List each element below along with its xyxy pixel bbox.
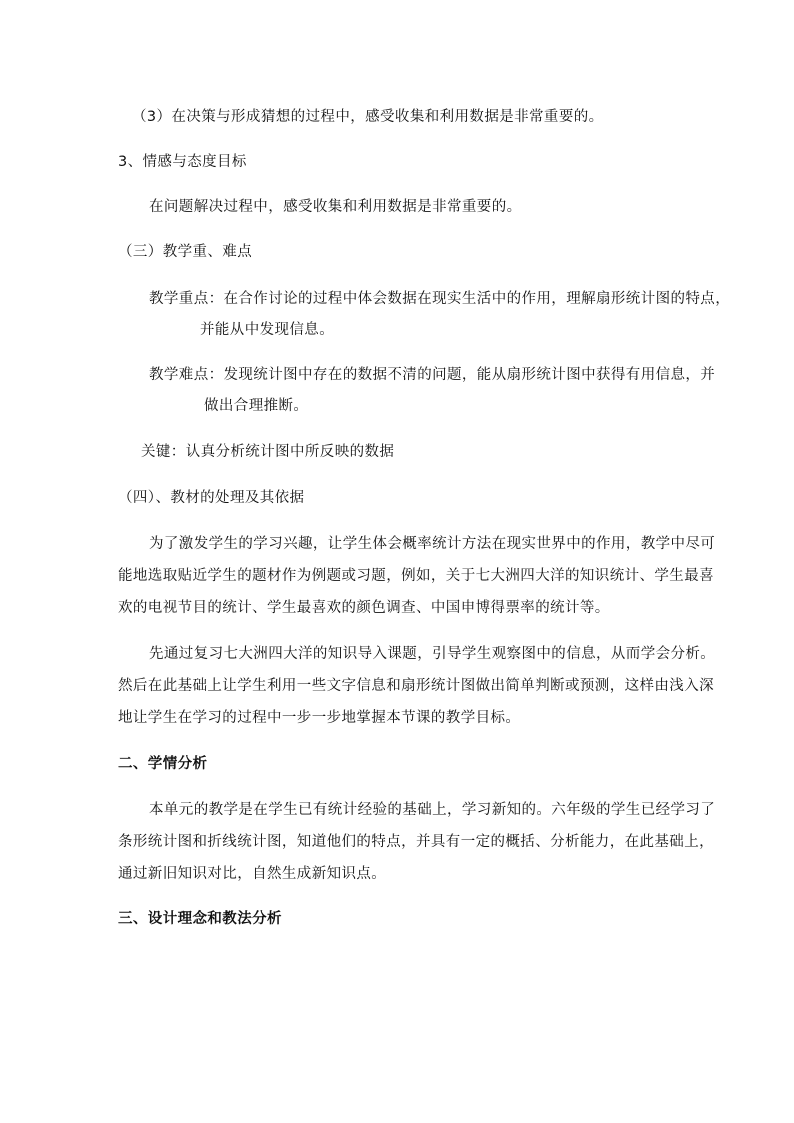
key-note: 关键：认真分析统计图中所反映的数据 bbox=[141, 444, 395, 460]
section-heading-key-difficult: （三）教学重、难点 bbox=[118, 244, 253, 260]
learner-analysis-line2: 条形统计图和折线统计图，知道他们的特点，并具有一定的概括、分析能力，在此基础上， bbox=[118, 834, 714, 850]
learner-analysis-line1: 本单元的教学是在学生已有统计经验的基础上，学习新知的。六年级的学生已经学习了 bbox=[149, 802, 716, 818]
materials-para2-line2: 然后在此基础上让学生利用一些文字信息和扇形统计图做出简单判断或预测，这样由浅入深 bbox=[118, 678, 714, 694]
emotion-attitude-text: 在问题解决过程中，感受收集和利用数据是非常重要的。 bbox=[149, 199, 522, 215]
teaching-difficult-point: 教学难点：发现统计图中存在的数据不清的问题，能从扇形统计图中获得有用信息，并 bbox=[149, 367, 716, 383]
materials-para2-line1: 先通过复习七大洲四大洋的知识导入课题，引导学生观察图中的信息，从而学会分析。 bbox=[149, 646, 716, 662]
section-heading-materials: （四）、教材的处理及其依据 bbox=[118, 490, 305, 506]
materials-para1-line1: 为了激发学生的学习兴趣，让学生体会概率统计方法在现实世界中的作用，教学中尽可 bbox=[149, 536, 716, 552]
section-heading-learner-analysis: 二、学情分析 bbox=[118, 756, 208, 772]
materials-para1-line2: 能地选取贴近学生的题材作为例题或习题，例如，关于七大洲四大洋的知识统计、学生最喜 bbox=[118, 568, 714, 584]
materials-para2-line3: 地让学生在学习的过程中一步一步地掌握本节课的教学目标。 bbox=[118, 710, 521, 726]
learner-analysis-line3: 通过新旧知识对比，自然生成新知识点。 bbox=[118, 866, 387, 882]
section-heading-emotion-attitude: 3、情感与态度目标 bbox=[118, 154, 247, 170]
section-heading-design-method: 三、设计理念和教法分析 bbox=[118, 911, 282, 927]
objective-item-3: （3）在决策与形成猜想的过程中，感受收集和利用数据是非常重要的。 bbox=[132, 109, 604, 125]
teaching-difficult-point-cont: 做出合理推断。 bbox=[204, 398, 309, 414]
teaching-key-point: 教学重点：在合作讨论的过程中体会数据在现实生活中的作用，理解扇形统计图的特点， bbox=[149, 291, 731, 307]
materials-para1-line3: 欢的电视节目的统计、学生最喜欢的颜色调查、中国申博得票率的统计等。 bbox=[118, 600, 610, 616]
teaching-key-point-cont: 并能从中发现信息。 bbox=[200, 322, 335, 338]
